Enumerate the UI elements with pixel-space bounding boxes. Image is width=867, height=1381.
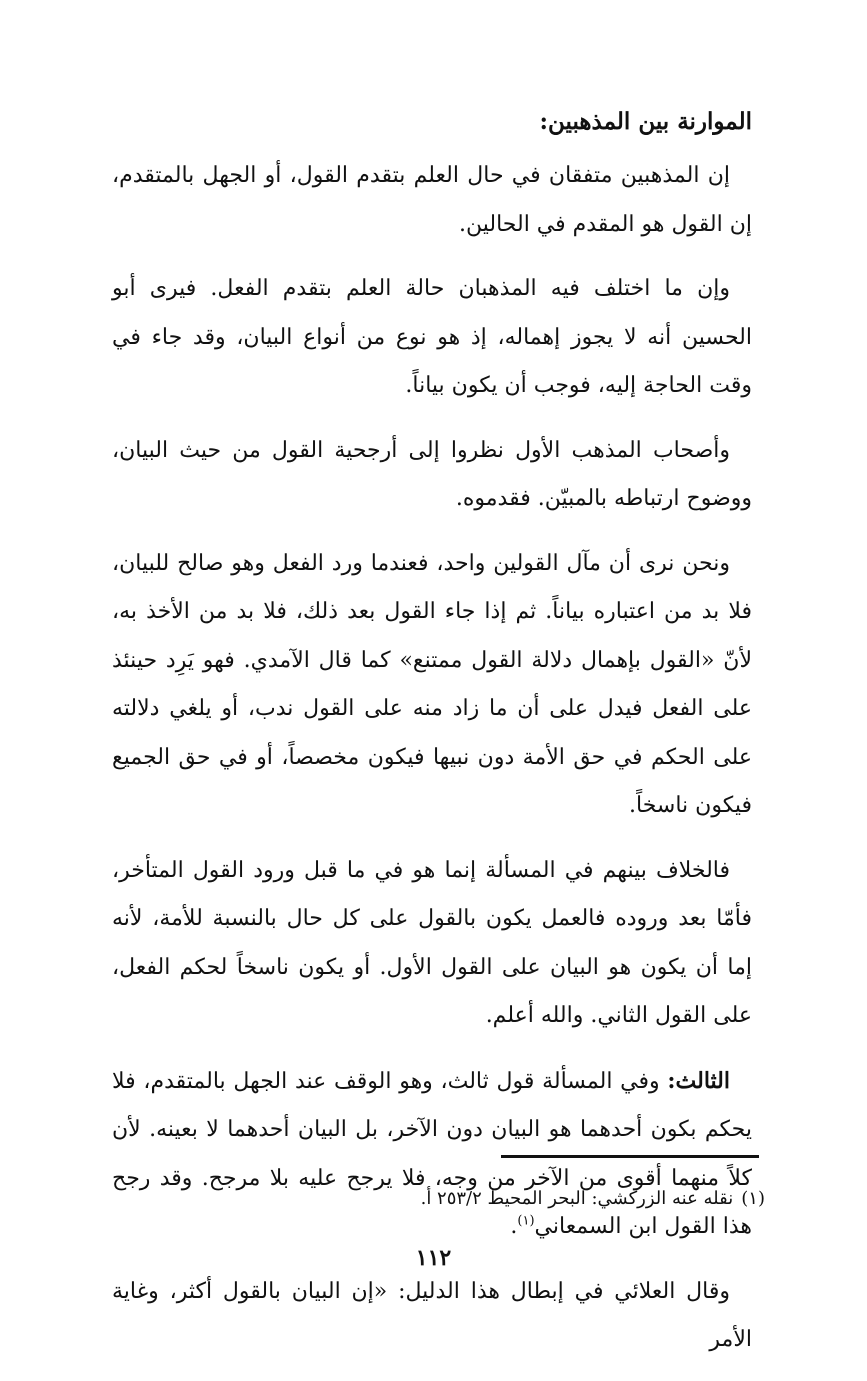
footnote-number: (١): [741, 1188, 765, 1209]
paragraph-6-lead: الثالث:: [667, 1067, 730, 1094]
footnote-divider: [501, 1155, 759, 1158]
paragraph-6-end: .: [510, 1214, 518, 1239]
paragraph-1: إن المذهبين متفقان في حال العلم بتقدم القول، أو الجهل بالمتقدم، إن القول هو المقدم في الحالين.: [112, 163, 752, 237]
paragraph-7: وقال العلائي في إبطال هذا الدليل: «إن البيان بالقول أكثر، وغاية الأمر: [112, 1278, 752, 1352]
paragraph-3: وأصحاب المذهب الأول نظروا إلى أرجحية القول من حيث البيان، ووضوح ارتباطه بالمبيّن. فقدموه.: [112, 437, 752, 511]
footnote-text: نقله عنه الزركشي: البحر المحيط ٢٥٣/٢ أ.: [420, 1188, 734, 1209]
paragraph-2: وإن ما اختلف فيه المذهبان حالة العلم بتقدم الفعل. فيرى أبو الحسين أنه لا يجوز إهماله، إذ هو نوع من أنواع البيان، وقد جاء في وقت الحاجة إليه، فوجب أن يكون بياناً.: [112, 276, 752, 398]
paragraph-5: فالخلاف بينهم في المسألة إنما هو في ما قبل ورود القول المتأخر، فأمّا بعد وروده فالعمل يكون بالقول على كل حال بالنسبة للأمة، لأنه إما أن يكون هو البيان على القول الأول. أو يكون ناسخاً لحكم الفعل، على القول الثاني. والله أعلم.: [112, 857, 752, 1028]
paragraph-6: [112, 1057, 752, 1252]
footnote-reference: (١): [517, 1213, 535, 1229]
footnote: [125, 1185, 765, 1213]
paragraph-4: ونحن نرى أن مآل القولين واحد، فعندما ورد الفعل وهو صالح للبيان، فلا بد من اعتباره بياناً. ثم إذا جاء القول بعد ذلك، فلا بد من الأخذ به، لأنّ «القول بإهمال دلالة القول ممتنع» كما قال الآمدي. فهو يَرِد حينئذ على الفعل فيدل على أن ما زاد منه على القول ندب، أو يلغي دلالته على الحكم في حق الأمة دون نبيها فيكون مخصصاً، أو في حق الجميع فيكون ناسخاً.: [112, 550, 752, 818]
paragraph-6-text: وفي المسألة قول ثالث، وهو الوقف عند الجهل بالمتقدم، فلا يحكم بكون أحدهما هو البيان دون الآخر، بل البيان أحدهما لا بعينه. لأن كلاً منهما أقوى من الآخر من وجه، فلا يرجح عليه بلا مرجح. وقد رجح هذا القول ابن السمعاني: [112, 1068, 752, 1239]
page-number: ١١٢: [415, 1245, 452, 1271]
section-heading: الموارنة بين المذهبين:: [539, 108, 752, 135]
